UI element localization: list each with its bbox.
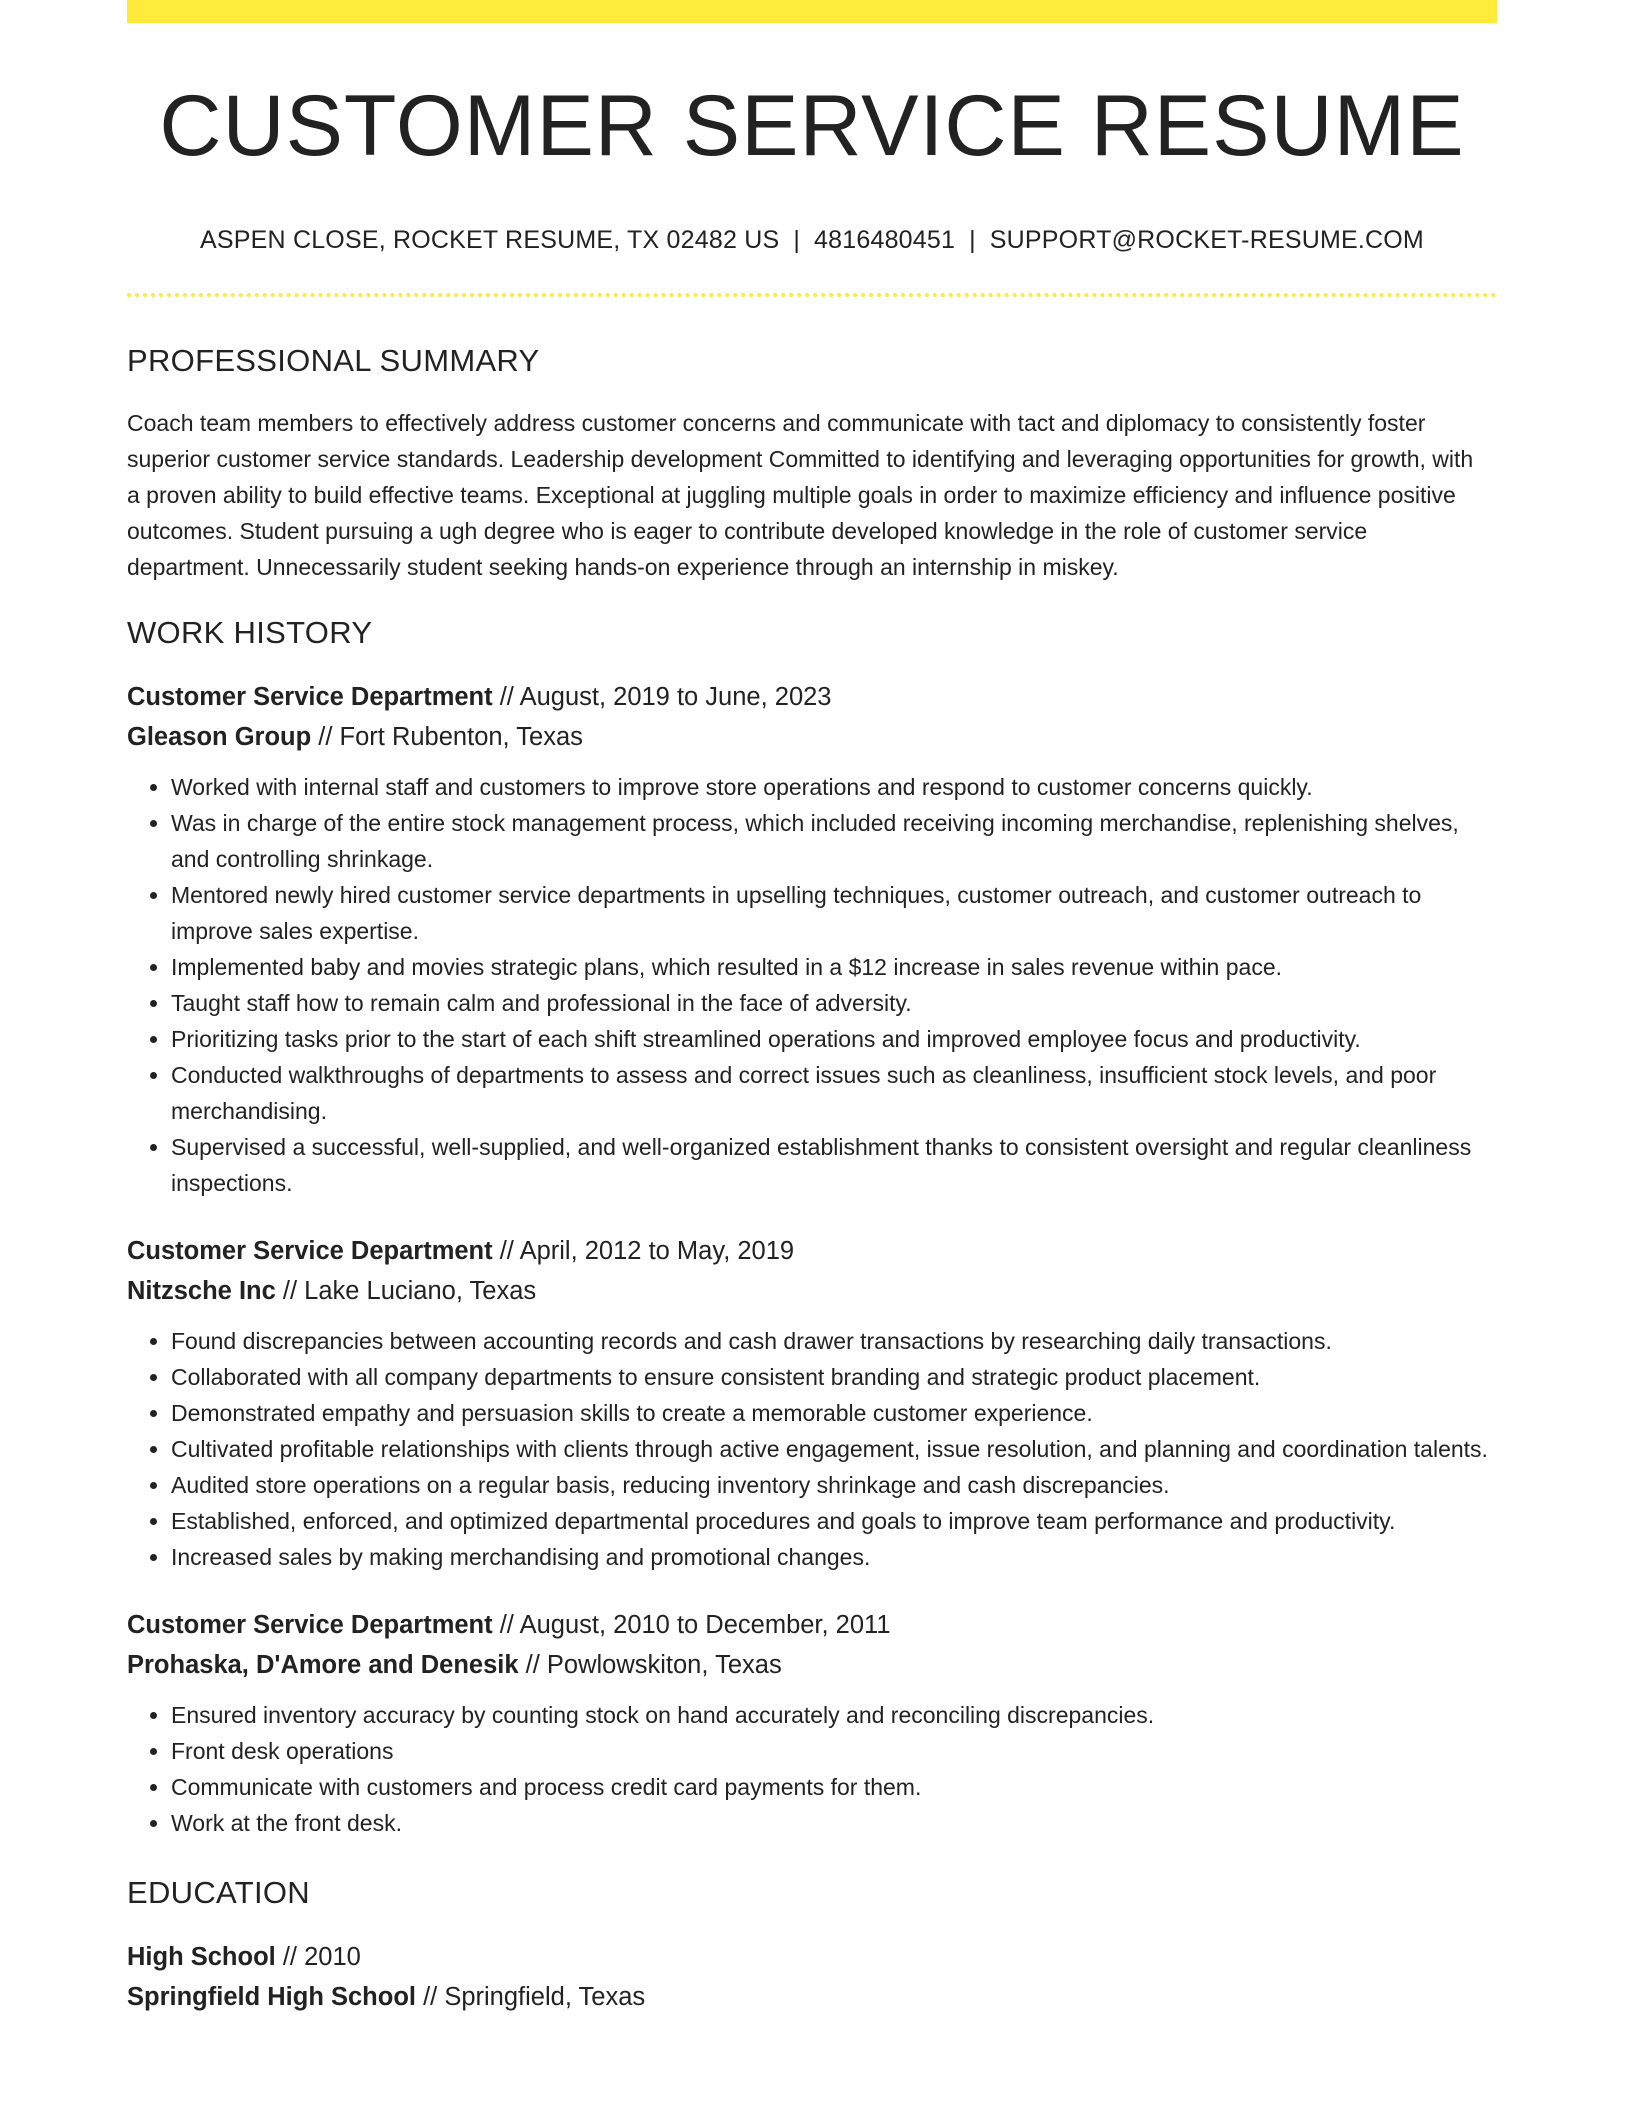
contact-separator: | [793,225,801,254]
resume-title: CUSTOMER SERVICE RESUME [159,78,1465,174]
job-entry [127,1231,1497,1575]
job-bullet-item: • Communicate with customers and process credit card payments for them. [171,1769,1497,1805]
work-history-heading: WORK HISTORY [127,614,373,650]
job-location: // Lake Luciano, Texas [275,1276,537,1305]
job-bullet-item: • Ensured inventory accuracy by counting stock on hand accurately and reconciling discrepancies. [171,1697,1497,1733]
job-entry [127,677,1497,1201]
job-location: // Fort Rubenton, Texas [311,722,583,751]
job-title: Customer Service Department [127,682,493,711]
job-company: Gleason Group [127,722,312,751]
job-bullet-item: • Prioritizing tasks prior to the start of each shift streamlined operations and improved employee focus and productivity. [171,1021,1497,1057]
education-heading: EDUCATION [127,1874,310,1910]
job-bullets [127,1697,1497,1841]
education-degree: High School [127,1942,276,1971]
dotted-divider [127,293,1497,297]
job-bullet-item: • Front desk operations [171,1733,1497,1769]
phone[interactable]: 4816480451 [814,225,956,254]
job-bullet-item: • Implemented baby and movies strategic plans, which resulted in a $12 increase in sales revenue within pace. [171,949,1497,985]
contact-separator: | [969,225,976,254]
job-bullet-item: • Cultivated profitable relationships with clients through active engagement, issue resolution, and planning and coordination talents. [171,1431,1497,1467]
education-degree-line [127,1937,1497,1977]
job-bullet-item: • Collaborated with all company departments to ensure consistent branding and strategic product placement. [171,1359,1497,1395]
job-dates: // April, 2012 to May, 2019 [492,1236,795,1265]
job-company: Prohaska, D'Amore and Denesik [127,1650,519,1679]
job-bullet-item: • Work at the front desk. [171,1805,1497,1841]
job-bullet-item: • Mentored newly hired customer service departments in upselling techniques, customer outreach, and customer outreach to improve sales expertise. [171,877,1497,949]
summary-heading: PROFESSIONAL SUMMARY [127,342,540,378]
education-year: // 2010 [275,1942,361,1971]
job-bullet-item: • Established, enforced, and optimized departmental procedures and goals to improve team performance and productivity. [171,1503,1497,1539]
summary-text: Coach team members to effectively address customer concerns and communicate with tact and diplomacy to consistently foster superior customer service standards. Leadership development Committed to identifying and leveraging opportunities for growth, with a proven ability to build effective teams. Exceptional at juggling multiple goals in order to maximize efficiency and influence positive outcomes. Student pursuing a ugh degree who is eager to contribute developed knowledge in the role of customer service department. Unnecessarily student seeking hands-on experience through an internship in miskey. [127,409,1474,580]
job-dates: // August, 2010 to December, 2011 [492,1610,891,1639]
job-company-line [127,1645,1497,1685]
job-bullet-item: • Worked with internal staff and customers to improve store operations and respond to customer concerns quickly. [171,769,1497,805]
job-company: Nitzsche Inc [127,1276,276,1305]
job-bullets [127,1323,1497,1575]
job-entry [127,1605,1497,1841]
contact-line [127,226,1497,255]
job-title: Customer Service Department [127,1236,493,1265]
accent-top-bar [127,0,1497,23]
job-company-line [127,1271,1497,1311]
work-history-list [127,677,1497,1841]
job-location: // Powlowskiton, Texas [518,1650,782,1679]
job-bullets [127,769,1497,1201]
job-bullet-item: • Taught staff how to remain calm and professional in the face of adversity. [171,985,1497,1021]
job-bullet-item: • Demonstrated empathy and persuasion skills to create a memorable customer experience. [171,1395,1497,1431]
job-dates: // August, 2019 to June, 2023 [492,682,832,711]
education-school-line [127,1977,1497,2017]
job-bullet-item: • Audited store operations on a regular basis, reducing inventory shrinkage and cash discrepancies. [171,1467,1497,1503]
education-location: // Springfield, Texas [416,1982,646,2011]
job-bullet-item: • Supervised a successful, well-supplied, and well-organized establishment thanks to consistent oversight and regular cleanliness inspections. [171,1129,1497,1201]
job-title-line [127,1605,1497,1645]
email[interactable]: SUPPORT@ROCKET-RESUME.COM [989,225,1424,254]
job-title-line [127,677,1497,717]
job-bullet-item: • Increased sales by making merchandising and promotional changes. [171,1539,1497,1575]
job-title-line [127,1231,1497,1271]
job-title: Customer Service Department [127,1610,493,1639]
education-school: Springfield High School [127,1982,416,2011]
job-company-line [127,717,1497,757]
address: ASPEN CLOSE, ROCKET RESUME, TX 02482 US [200,225,780,254]
job-bullet-item: • Conducted walkthroughs of departments to assess and correct issues such as cleanliness, insufficient stock levels, and poor merchandising. [171,1057,1497,1129]
job-bullet-item: • Was in charge of the entire stock management process, which included receiving incoming merchandise, replenishing shelves, and controlling shrinkage. [171,805,1497,877]
job-bullet-item: • Found discrepancies between accounting records and cash drawer transactions by researching daily transactions. [171,1323,1497,1359]
resume-page [127,0,1497,2017]
education-entry [127,1937,1497,2017]
